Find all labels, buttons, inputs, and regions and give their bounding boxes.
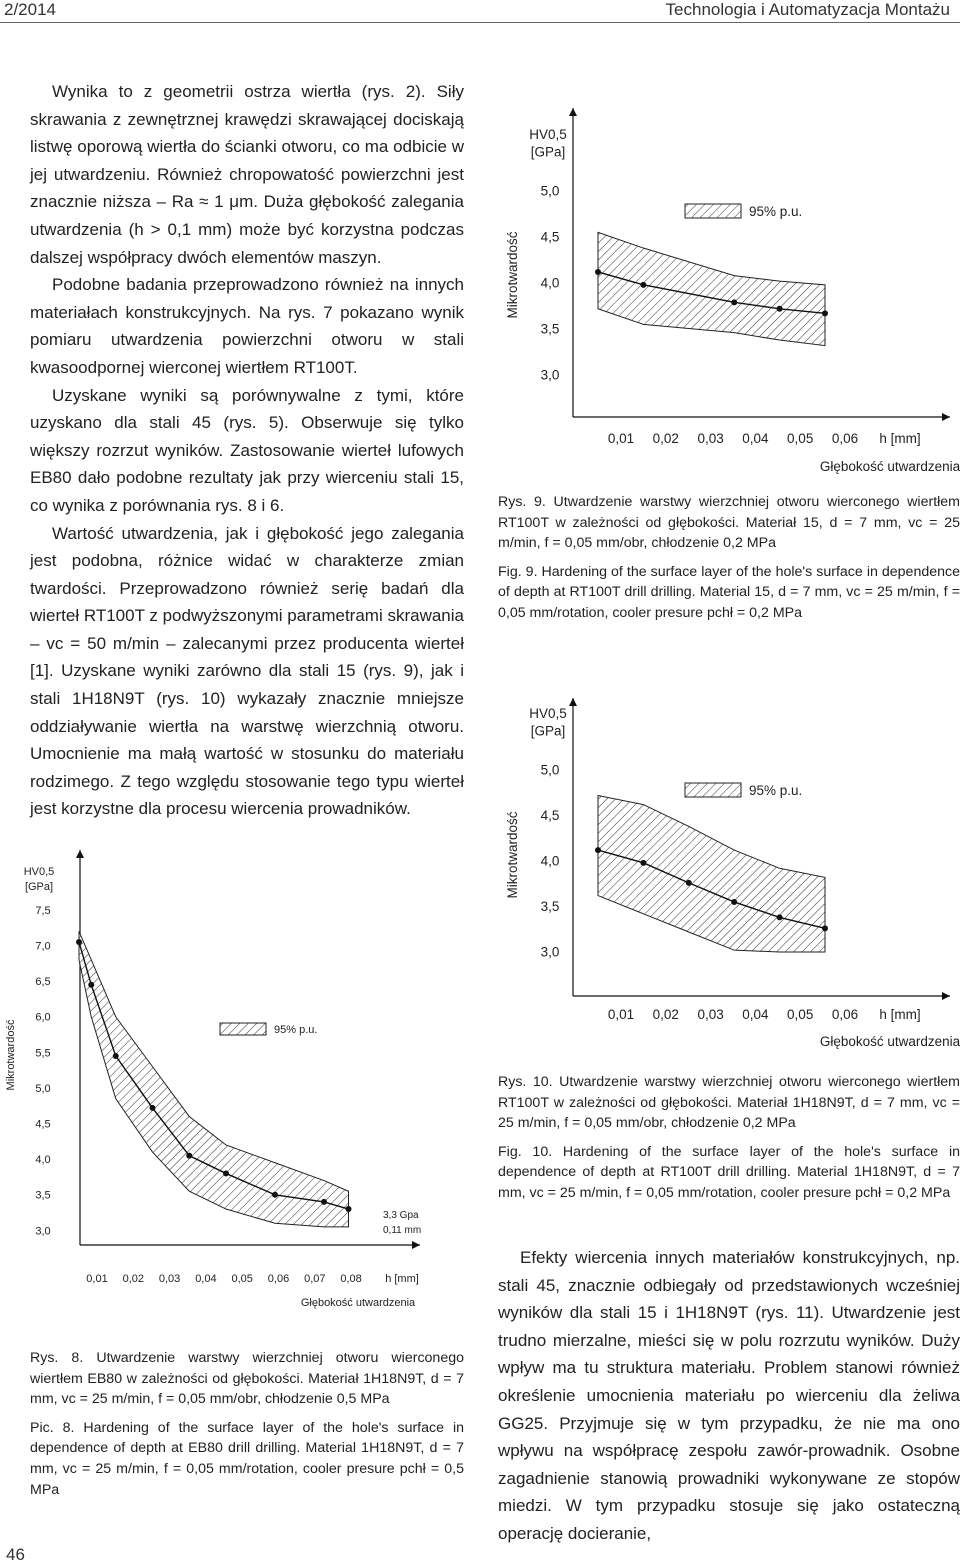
data-point <box>113 1053 119 1059</box>
caption-fig8-en: Pic. 8. Hardening of the surface layer of the hole's surface in dependence of depth at EB80 drill drilling. Material 1H18N9T, d = 7 mm, vc = 25 m/min, f = 0,05 mm/rotation, cooler presure pchł = 0,5 MPa <box>30 1419 464 1498</box>
paragraph: Podobne badania przeprowadzono również na innych materiałach konstrukcyjnych. Na rys. 7 pokazano wynik pomiaru utwardzenia powierzchni otworu w stali kwasoodpornej wierconej wiertłem RT100T. <box>30 275 464 377</box>
x-tick-label: 0,03 <box>697 1007 724 1022</box>
x-unit-label: h [mm] <box>879 1007 921 1022</box>
page-header <box>0 0 960 23</box>
data-point <box>595 269 601 275</box>
x-tick-label: 0,04 <box>195 1273 217 1285</box>
x-tick-label: 0,03 <box>158 1273 181 1285</box>
x-axis-label: Głębokość utwardzenia <box>819 459 960 474</box>
data-point <box>346 1206 352 1212</box>
y-tick-label: 3,0 <box>540 367 560 383</box>
y-tick-label: 7,5 <box>35 904 51 917</box>
y-tick-label: 4,5 <box>540 229 560 245</box>
y-axis-arrow <box>569 698 577 706</box>
y-unit-bracket-label: [GPa] <box>530 144 566 160</box>
caption-fig9-pl: Rys. 9. Utwardzenie warstwy wierzchniej otworu wierconego wiertłem RT100T w zależności od głębokości. Materiał 15, d = 7 mm, vc = 25 m/min, f = 0,05 mm/obr, chłodzenie 0,2 MPa <box>498 494 960 552</box>
y-tick-label: 6,0 <box>35 1011 51 1024</box>
x-tick-label: 0,05 <box>787 1007 814 1022</box>
data-point <box>186 1153 192 1159</box>
page-number: 46 <box>6 1545 25 1564</box>
legend-swatch <box>220 1023 266 1035</box>
caption-fig10-en: Fig. 10. Hardening of the surface layer of the hole's surface in dependence of depth at RT100T drill drilling. Material 1H18N9T, d = 7 mm, vc = 25 m/min, f = 0,05 mm/rotation, cooler presure pchł = 0,2 MPa <box>498 1143 960 1201</box>
confidence-band <box>598 795 825 952</box>
caption-fig10-pl: Rys. 10. Utwardzenie warstwy wierzchniej otworu wierconego wiertłem RT100T w zależności od głębokości. Materiał 1H18N9T, d = 7 mm, vc = 25 m/min, f = 0,05 mm/obr, chłodzenie 0,2 MPa <box>498 1074 960 1132</box>
x-tick-label: 0,02 <box>652 431 679 446</box>
y-axis-label: Mikrotwardość <box>5 1019 17 1091</box>
x-tick-label: 0,02 <box>122 1273 145 1285</box>
legend-swatch <box>685 204 741 218</box>
x-tick-label: 0,04 <box>742 1007 769 1022</box>
y-tick-label: 3,5 <box>540 321 560 337</box>
caption-fig10 <box>498 1072 960 1212</box>
y-axis-label: Mikrotwardość <box>505 231 520 319</box>
chart-svg <box>495 100 960 485</box>
chart-fig8 <box>0 830 465 1310</box>
x-tick-label: 0,05 <box>231 1273 253 1285</box>
y-tick-label: 5,0 <box>35 1082 51 1095</box>
y-tick-label: 3,0 <box>35 1225 51 1238</box>
y-tick-label: 3,0 <box>540 944 560 960</box>
y-tick-label: 4,5 <box>540 808 560 824</box>
data-point <box>731 899 737 905</box>
x-tick-label: 0,03 <box>697 431 724 446</box>
y-unit-bracket-label: [GPa] <box>24 881 54 893</box>
annotation-depth: 0,11 mm <box>383 1225 422 1236</box>
y-unit-label: HV0,5 <box>529 706 567 721</box>
data-point <box>731 299 737 305</box>
y-tick-label: 4,0 <box>540 853 560 869</box>
x-axis-arrow <box>942 992 950 1000</box>
paragraph: Uzyskane wyniki są porównywalne z tymi, które uzyskano dla stali 45 (rys. 5). Obserwuje się tylko większy rozrzut wyników. Zastosowanie wierteł lufowych EB80 dało podobne rezultaty jak przy wierceniu stali 15, co wynika z porównania rys. 8 i 6. <box>30 385 464 515</box>
y-unit-label: HV0,5 <box>529 127 567 142</box>
x-unit-label: h [mm] <box>879 431 921 446</box>
x-tick-label: 0,07 <box>304 1273 326 1285</box>
y-tick-label: 5,5 <box>35 1047 51 1060</box>
data-point <box>150 1105 156 1111</box>
confidence-band <box>79 931 349 1226</box>
caption-fig9-en: Fig. 9. Hardening of the surface layer of the hole's surface in dependence of depth at RT100T drill drilling. Material 15, d = 7 mm, vc = 25 m/min, f = 0,05 mm/rotation, cooler presure pchł = 0,2 MPa <box>498 563 960 621</box>
x-tick-label: 0,01 <box>607 431 635 446</box>
y-tick-label: 4,5 <box>35 1118 51 1131</box>
x-tick-label: 0,05 <box>787 431 814 446</box>
chart-fig10 <box>495 690 960 1060</box>
data-point <box>272 1192 278 1198</box>
y-tick-label: 4,0 <box>35 1154 51 1167</box>
confidence-band <box>598 232 825 345</box>
chart-svg <box>0 830 465 1310</box>
y-axis-arrow <box>76 850 84 858</box>
y-tick-label: 4,0 <box>540 275 560 291</box>
left-text-column <box>30 78 464 823</box>
x-axis-arrow <box>942 413 950 421</box>
y-tick-label: 7,0 <box>35 940 51 953</box>
x-tick-label: 0,06 <box>831 1007 859 1022</box>
x-tick-label: 0,06 <box>267 1273 290 1285</box>
data-point <box>88 982 94 988</box>
data-point <box>777 914 783 920</box>
data-point <box>777 306 783 312</box>
x-unit-label: h [mm] <box>385 1273 419 1285</box>
y-tick-label: 5,0 <box>540 762 560 778</box>
caption-fig9 <box>498 492 960 632</box>
x-tick-label: 0,04 <box>742 431 769 446</box>
data-point <box>223 1170 229 1176</box>
chart-fig9 <box>495 100 960 485</box>
x-tick-label: 0,02 <box>652 1007 679 1022</box>
x-axis-label: Głębokość utwardzenia <box>819 1034 960 1049</box>
data-point <box>595 847 601 853</box>
x-axis-label: Głębokość utwardzenia <box>300 1297 416 1309</box>
x-tick-label: 0,08 <box>340 1273 362 1285</box>
y-axis-label: Mikrotwardość <box>505 811 520 899</box>
right-text-column <box>498 1244 960 1548</box>
legend-label: 95% p.u. <box>274 1024 318 1036</box>
y-tick-label: 5,0 <box>540 183 560 199</box>
legend-label: 95% p.u. <box>749 204 803 219</box>
legend-swatch <box>685 783 741 797</box>
y-tick-label: 3,5 <box>540 899 560 915</box>
y-unit-label: HV0,5 <box>23 866 55 878</box>
issue-number: 2/2014 <box>4 0 56 19</box>
paragraph: Wynika to z geometrii ostrza wiertła (rys. 2). Siły skrawania z zewnętrznej krawędzi skrawającej dociskają listwę oporową wiertła do ścianki otworu, co ma odbicie w jej utwardzeniu. Również chropowatość powierzchni jest znacznie niższa – Ra ≈ 1 μm. Duża głębokość zalegania utwardzenia (h > 0,1 mm) może być korzystna podczas dalszej współpracy dwóch elementów maszyn. <box>30 82 464 267</box>
chart-svg <box>495 690 960 1060</box>
data-point <box>686 880 692 886</box>
caption-fig8-pl: Rys. 8. Utwardzenie warstwy wierzchniej otworu wierconego wiertłem EB80 w zależności od głębokości. Materiał 1H18N9T, d = 7 mm, vc = 25 m/min, f = 0,05 mm/obr, chłodzenie 0,5 MPa <box>30 1350 464 1408</box>
y-tick-label: 6,5 <box>35 976 51 989</box>
x-axis-arrow <box>412 1241 420 1249</box>
x-tick-label: 0,06 <box>831 431 859 446</box>
y-unit-bracket-label: [GPa] <box>530 723 566 739</box>
data-point <box>822 925 828 931</box>
annotation-value: 3,3 Gpa <box>383 1210 419 1221</box>
y-axis-arrow <box>569 108 577 116</box>
x-tick-label: 0,01 <box>607 1007 635 1022</box>
paragraph: Wartość utwardzenia, jak i głębokość jego zalegania jest podobna, różnice widać w charakterze zmian twardości. Przeprowadzono również serię badań dla wierteł RT100T z podwyższonymi parametrami skrawania – vc = 50 m/min – zalecanymi przez producenta wierteł [1]. Uzyskane wyniki zarówno dla stali 15 (rys. 9), jak i stali 1H18N9T (rys. 10) wykazały znacznie mniejsze oddziaływanie wiertła na warstwę wierzchnią otworu. Umocnienie ma małą wartość w stosunku do materiału rodzimego. Z tego względu stosowanie tego typu wierteł jest korzystne dla procesu wiercenia prowadników. <box>30 523 464 819</box>
caption-fig8 <box>30 1348 464 1508</box>
paragraph: Efekty wiercenia innych materiałów konstrukcyjnych, np. stali 45, znacznie odbiegały od przedstawionych wcześniej wyników dla stali 15 i 1H18N9T (rys. 11). Utwardzenie jest trudno mierzalne, mieści się w polu rozrzutu wyników. Duży wpływ ma tu struktura materiału. Problem stanowi również określenie umocnienia materiału po wierceniu dla żeliwa GG25. Przyjmuje się w tym przypadku, że nie ma ono wpływu na współpracę zespołu zawór-prowadnik. Osobne zagadnienie stanowią prowadniki wykonywane ze stopów miedzi. W tym przypadku stosuje się jako ostateczną operację docieranie, <box>498 1248 960 1543</box>
x-tick-label: 0,01 <box>86 1273 108 1285</box>
data-point <box>640 860 646 866</box>
y-tick-label: 3,5 <box>35 1189 51 1202</box>
data-point <box>321 1199 327 1205</box>
data-point <box>822 310 828 316</box>
legend-label: 95% p.u. <box>749 783 803 798</box>
data-point <box>640 282 646 288</box>
data-point <box>76 939 82 945</box>
journal-title: Technologia i Automatyzacja Montażu <box>665 0 950 19</box>
